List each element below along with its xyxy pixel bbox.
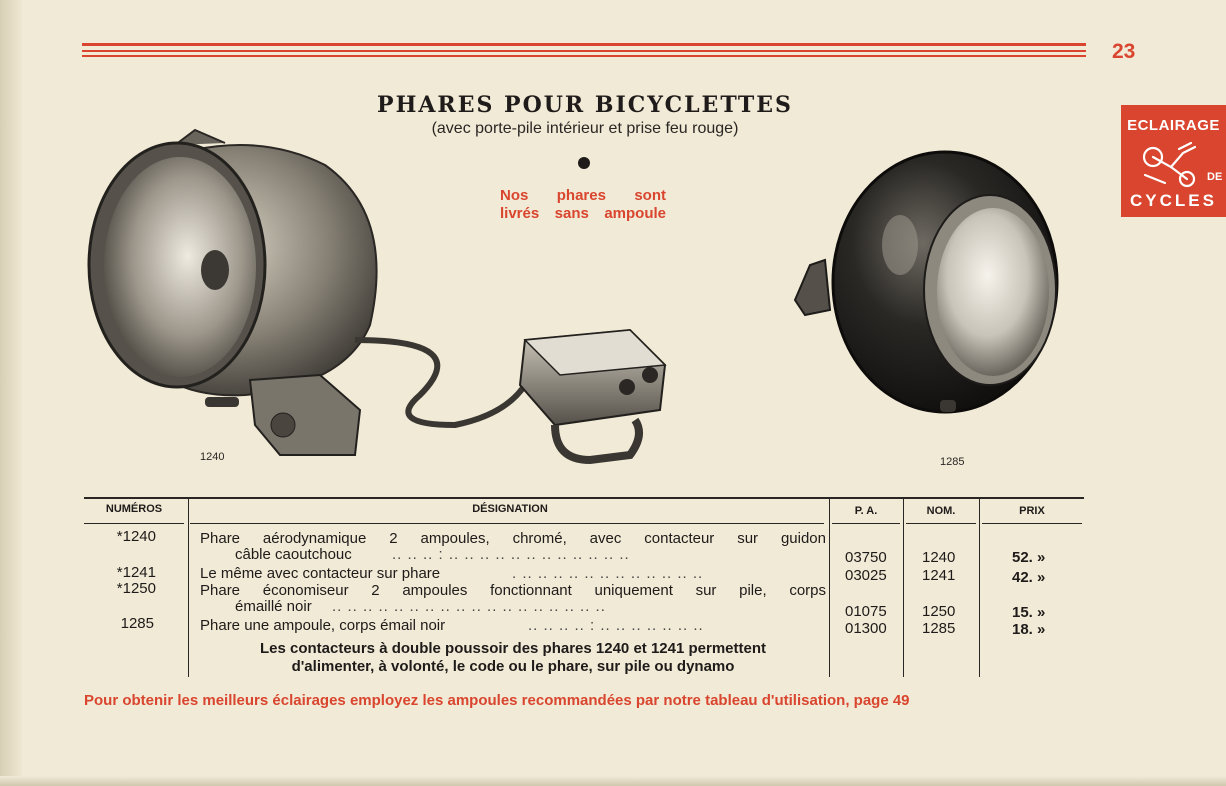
table-rule (832, 523, 900, 524)
page-edge (0, 776, 1226, 786)
tab-title: ECLAIRAGE (1127, 117, 1220, 134)
contactor-remark (200, 640, 826, 676)
header-rule (82, 50, 1086, 52)
row-designation: Phare économiseur 2 ampoules fonctionnant uniquement sur pile, corps (200, 582, 826, 599)
row-number: 1285 (120, 615, 154, 632)
tab-de: DE (1207, 171, 1223, 183)
column-divider (188, 497, 189, 677)
leader-dots: .. .. .. .. : .. .. .. .. .. .. .. (528, 617, 704, 634)
row-nom: 1241 (922, 567, 956, 584)
header-rule (82, 43, 1086, 46)
row-number: *1241 (116, 564, 156, 581)
header-pa: P. A. (854, 505, 878, 517)
row-number: *1250 (116, 580, 156, 597)
row-pa: 03025 (845, 567, 887, 584)
column-divider (903, 497, 904, 677)
leader-dots: . .. .. .. .. .. .. .. .. .. .. .. .. (512, 565, 704, 582)
figure-label: 1285 (940, 456, 965, 468)
row-designation-cont: émaillé noir (235, 598, 312, 615)
row-number: *1240 (116, 528, 156, 545)
row-designation-cont: câble caoutchouc (235, 546, 352, 563)
header-prix: PRIX (1019, 505, 1045, 517)
row-designation: Phare aérodynamique 2 ampoules, chromé, avec contacteur sur guidon (200, 530, 826, 547)
row-pa: 01075 (845, 603, 887, 620)
remark-line: Les contacteurs à double poussoir des phares 1240 et 1241 permettent (259, 640, 766, 657)
table-rule (84, 497, 1084, 499)
page-spine (0, 0, 22, 786)
leader-dots: .. .. .. : .. .. .. .. .. .. .. .. .. .. .. .. (392, 546, 630, 563)
page-title: PHARES POUR BICYCLETTES (377, 92, 793, 118)
table-rule (84, 523, 184, 524)
row-nom: 1240 (922, 549, 956, 566)
row-prix: 42. » (1012, 569, 1046, 586)
table-rule (190, 523, 824, 524)
row-nom: 1285 (922, 620, 956, 637)
note-line: livrés sans ampoule (500, 205, 666, 222)
tab-subtitle: CYCLES (1130, 191, 1217, 210)
row-pa: 03750 (845, 549, 887, 566)
page-number: 23 (1112, 40, 1136, 63)
column-divider (829, 497, 830, 677)
header-nom: NOM. (926, 505, 956, 517)
column-divider (979, 497, 980, 677)
leader-dots: .. .. .. .. .. .. .. .. .. .. .. .. .. .. .. .. .. .. (332, 598, 606, 615)
footer-note: Pour obtenir les meilleurs éclairages employez les ampoules recommandées par notre tableau d'utilisation, page 49 (84, 692, 910, 709)
row-prix: 52. » (1012, 549, 1046, 566)
row-prix: 15. » (1012, 604, 1046, 621)
figure-label: 1240 (200, 451, 225, 463)
row-designation: Le même avec contacteur sur phare (200, 565, 441, 582)
remark-line: d'alimenter, à volonté, le code ou le phare, sur pile ou dynamo (291, 658, 735, 675)
row-designation: Phare une ampoule, corps émail noir (200, 617, 446, 634)
note-line: Nos phares sont (500, 187, 666, 204)
header-designation: DÉSIGNATION (472, 503, 548, 515)
header-rule (82, 55, 1086, 57)
table-rule (906, 523, 976, 524)
row-pa: 01300 (845, 620, 887, 637)
category-tab (1121, 105, 1226, 217)
page-subtitle: (avec porte-pile intérieur et prise feu rouge) (431, 120, 739, 137)
round-headlamp-image (790, 150, 1080, 430)
header-numeros: NUMÉROS (105, 503, 163, 515)
table-rule (982, 523, 1082, 524)
bicycle-icon (1139, 139, 1209, 189)
row-nom: 1250 (922, 603, 956, 620)
row-prix: 18. » (1012, 621, 1046, 638)
headlamp-with-switch-image (85, 125, 685, 465)
